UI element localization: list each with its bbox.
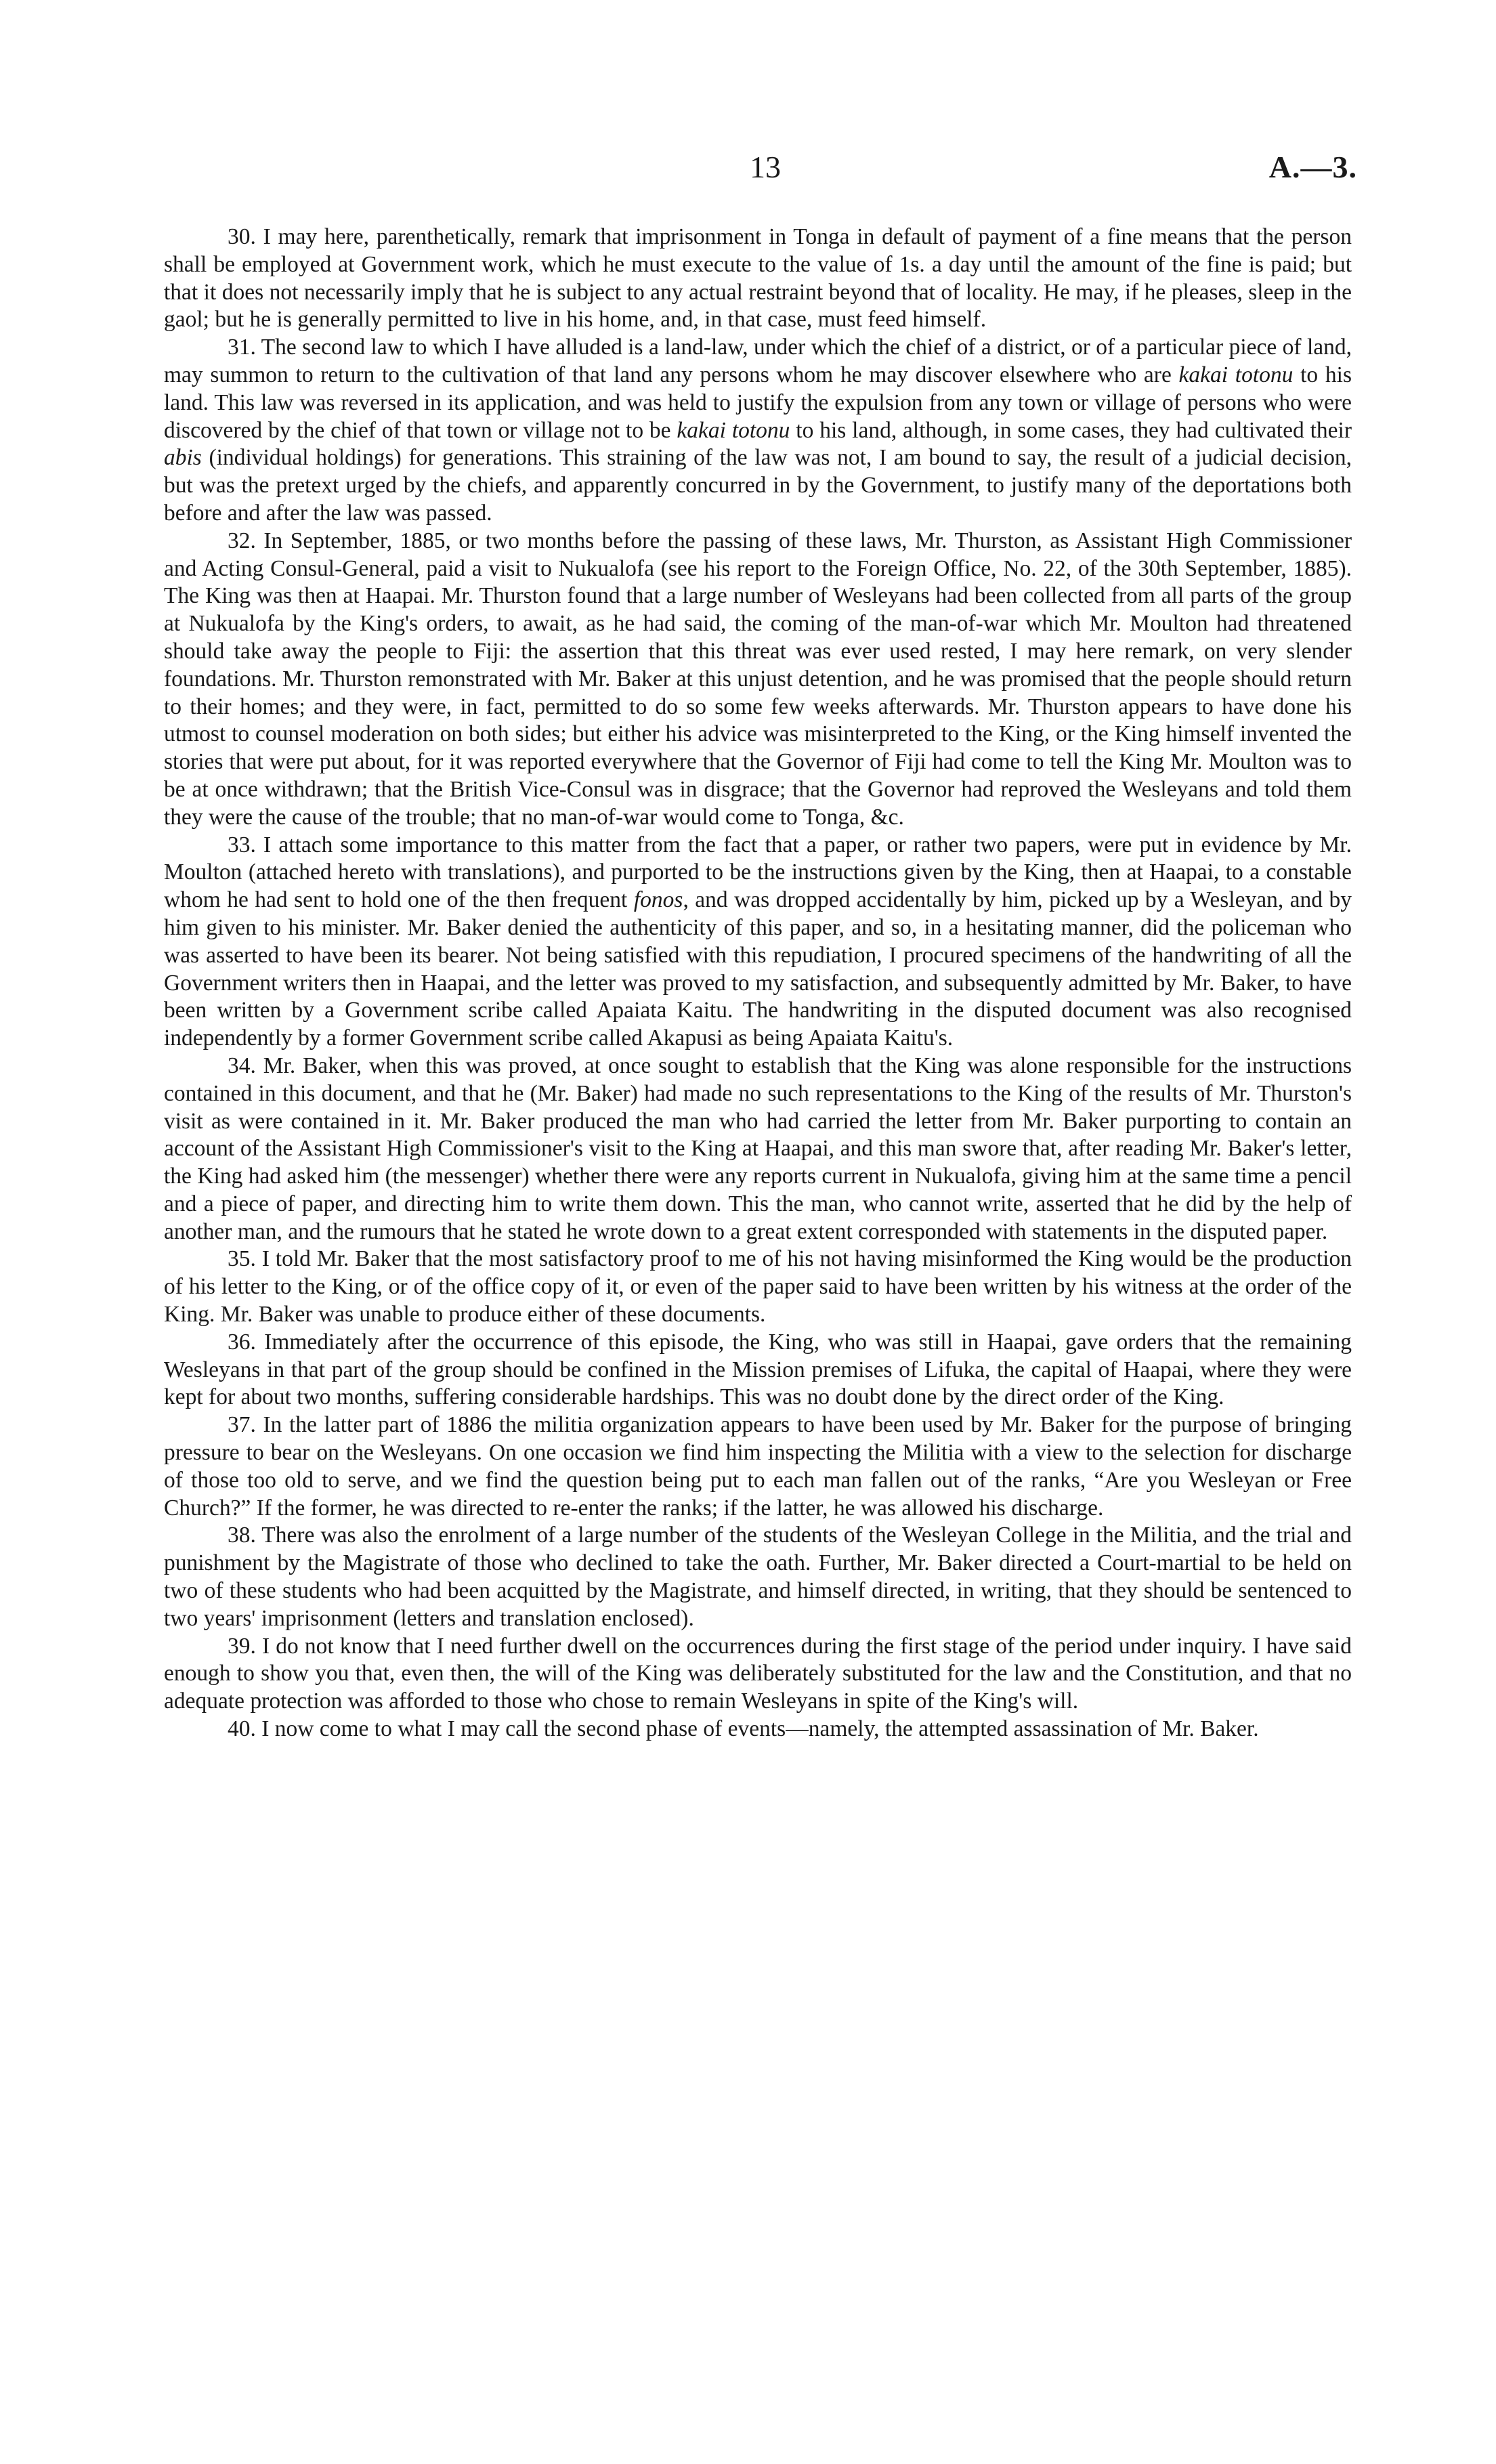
paragraph-33: [164, 832, 1352, 1053]
paragraph-text: to his land. This law was reversed in its application, and was held to justify the expulsion from any town or village of persons who were discovered by the chief of that town or village not to be: [164, 362, 1352, 443]
paragraph-text: 33. I attach some importance to this matter from the fact that a paper, or rather two papers, were put in evidence by Mr. Moulton (attached hereto with translations), and purported to be the instructions given by the King, then at Haapai, to a constable whom he had sent to hold one of the then frequent: [164, 832, 1352, 913]
paragraph-text: 32. In September, 1885, or two months before the passing of these laws, Mr. Thurston, as Assistant High Commissioner and Acting Consul-General, paid a visit to Nukualofa (see his report to the Foreign Office, No. 22, of the 30th September, 1885). The King was then at Haapai. Mr. Thurston found that a large number of Wesleyans had been collected from all parts of the group at Nukualofa by the King's orders, to await, as he had said, the coming of the man-of-war which Mr. Moulton had threatened should take away the people to Fiji: the assertion that this threat was ever used rested, I may here remark, on very slender foundations. Mr. Thurston remonstrated with Mr. Baker at this unjust detention, and he was promised that the people should return to their homes; and they were, in fact, permitted to do so some few weeks afterwards. Mr. Thurston appears to have done his utmost to counsel moderation on both sides; but either his advice was misinterpreted to the King, or the King himself invented the stories that were put about, for it was reported everywhere that the Governor of Fiji had come to tell the King Mr. Moulton was to be at once withdrawn; that the British Vice-Consul was in disgrace; that the Governor had reproved the Wesleyans and told them they were the cause of the trouble; that no man-of-war would come to Tonga, &c.: [164, 528, 1352, 830]
paragraph-32: [164, 528, 1352, 832]
paragraph-35: [164, 1246, 1352, 1328]
paragraph-text: 40. I now come to what I may call the second phase of events—namely, the attempted assassination of Mr. Baker.: [228, 1716, 1259, 1742]
paragraph-34: [164, 1053, 1352, 1246]
italic-term: kakai totonu: [1178, 362, 1294, 387]
paragraph-text: 30. I may here, parenthetically, remark that imprisonment in Tonga in default of payment of a fine means that the person shall be employed at Government work, which he must execute to the value of 1s. a day until the amount of the fine is paid; but that it does not necessarily imply that he is subject to any actual restraint beyond that of locality. He may, if he pleases, sleep in the gaol; but he is generally permitted to live in his home, and, in that case, must feed himself.: [164, 224, 1352, 333]
page-number: 13: [750, 150, 781, 184]
paragraph-text: 37. In the latter part of 1886 the militia organization appears to have been used by Mr. Baker for the purpose of bringing pressure to bear on the Wesleyans. On one occasion we find him inspecting the Militia with a view to the selection for discharge of those too old to serve, and we find the question being put to each man fallen out of the ranks, “Are you Wesleyan or Free Church?” If the former, he was directed to re-enter the ranks; if the latter, he was allowed his discharge.: [164, 1412, 1352, 1521]
paragraph-38: [164, 1522, 1352, 1632]
paragraph-text: 35. I told Mr. Baker that the most satisfactory proof to me of his not having misinformed the King would be the production of his letter to the King, or of the office copy of it, or even of the paper said to have been written by his witness at the order of the King. Mr. Baker was unable to produce either of these documents.: [164, 1246, 1352, 1327]
paragraph-36: [164, 1329, 1352, 1411]
paragraph-text: 39. I do not know that I need further dwell on the occurrences during the first stage of the period under inquiry. I have said enough to show you that, even then, the will of the King was deliberately substituted for the law and the Constitution, and that no adequate protection was afforded to those who chose to remain Wesleyans in spite of the King's will.: [164, 1633, 1352, 1714]
body-text: [164, 224, 1352, 1743]
paragraph-40: [164, 1716, 1352, 1743]
paragraph-text: to his land, although, in some cases, they had cultivated their: [790, 417, 1352, 443]
italic-term: kakai totonu: [677, 417, 790, 443]
paragraph-text: 31. The second law to which I have alluded is a land-law, under which the chief of a district, or of a particular piece of land, may summon to return to the cultivation of that land any persons whom he may discover elsewhere who are: [164, 335, 1352, 387]
paragraph-text: 36. Immediately after the occurrence of this episode, the King, who was still in Haapai, gave orders that the remaining Wesleyans in that part of the group should be confined in the Mission premises of Lifuka, the capital of Haapai, where they were kept for about two months, suffering considerable hardships. This was no doubt done by the direct order of the King.: [164, 1329, 1352, 1410]
document-reference: A.—3.: [1268, 150, 1357, 184]
paragraph-39: [164, 1633, 1352, 1716]
paragraph-30: [164, 224, 1352, 334]
paragraph-text: , and was dropped accidentally by him, picked up by a Wesleyan, and by him given to his minister. Mr. Baker denied the authenticity of this paper, and so, in a hesitating manner, did the policeman who was asserted to have been its bearer. Not being satisfied with this repudiation, I procured specimens of the handwriting of all the Government writers then in Haapai, and the letter was proved to my satisfaction, and subsequently admitted by Mr. Baker, to have been written by a Government scribe called Apaiata Kaitu. The handwriting in the disputed document was also recognised independently by a former Government scribe called Akapusi as being Apaiata Kaitu's.: [164, 887, 1352, 1051]
paragraph-text: 38. There was also the enrolment of a large number of the students of the Wesleyan College in the Militia, and the trial and punishment by the Magistrate of those who declined to take the oath. Further, Mr. Baker directed a Court-martial to be held on two of these students who had been acquitted by the Magistrate, and himself directed, in writing, that they should be sentenced to two years' imprisonment (letters and translation enclosed).: [164, 1523, 1352, 1631]
italic-term: fonos: [633, 887, 683, 913]
paragraph-31: [164, 334, 1352, 528]
italic-term: abis: [164, 445, 202, 471]
paragraph-text: 34. Mr. Baker, when this was proved, at once sought to establish that the King was alone responsible for the instructions contained in this document, and that he (Mr. Baker) had made no such representations to the King of the results of Mr. Thurston's visit as were contained in it. Mr. Baker produced the man who had carried the letter from Mr. Baker purporting to contain an account of the Assistant High Commissioner's visit to the King at Haapai, and this man swore that, after reading Mr. Baker's letter, the King had asked him (the messenger) whether there were any reports current in Nukualofa, giving him at the same time a pencil and a piece of paper, and directing him to write them down. This the man, who cannot write, asserted that he did by the help of another man, and the rumours that he stated he wrote down to a great extent corresponded with statements in the disputed paper.: [164, 1053, 1352, 1244]
paragraph-37: [164, 1411, 1352, 1522]
paragraph-text: (individual holdings) for generations. This straining of the law was not, I am bound to say, the result of a judicial decision, but was the pretext urged by the chiefs, and apparently concurred in by the Government, to justify many of the deportations both before and after the law was passed.: [164, 445, 1352, 526]
